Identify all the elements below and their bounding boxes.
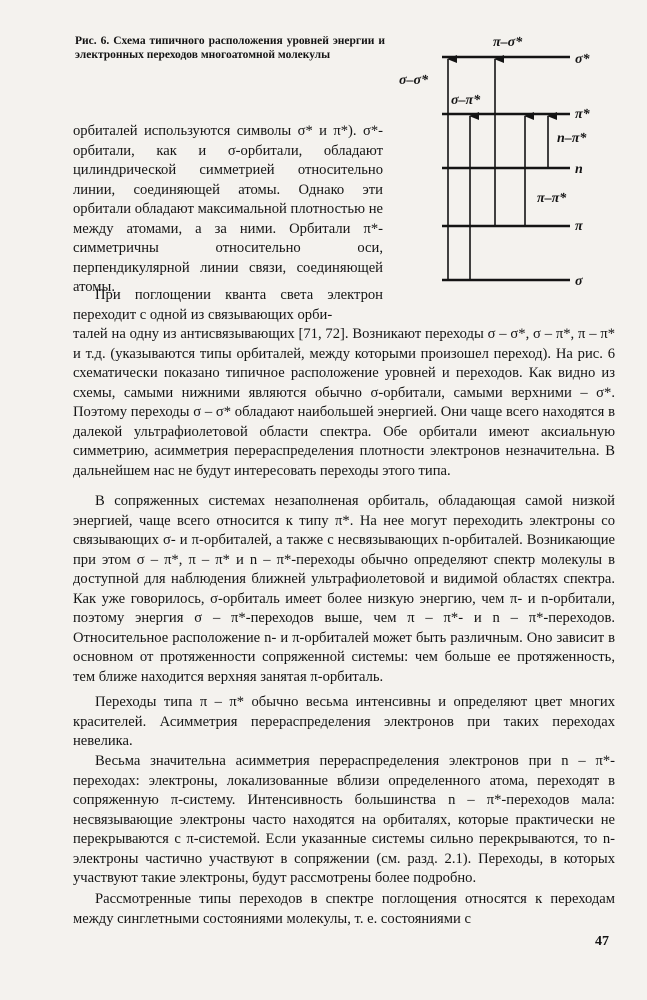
paragraph-n-pi-star: Весьма значительна асимметрия перераспределения электронов при n – π*-переходах: электроны, локализованные вблизи определенного атома, переходят в сопряженную π-систему. Интенсивность большинства n – π*-переходов мала: несвязывающие электроны часто находятся на орбиталях, которые практически не перекрываются с π-системой. Если указанные системы сильно перекрываются, то n-электроны частично участвуют в сопряжении (см. разд. 2.1). Переходы, в которых участвуют такие электроны, будут рассмотрены более подробно. bbox=[73, 753, 615, 886]
level-label-sigma-star: σ* bbox=[575, 52, 590, 67]
paragraph-singlet-states: Рассмотренные типы переходов в спектре поглощения относятся к переходам между синглетными состояниями молекулы, т. е. состояниями с bbox=[73, 891, 615, 927]
paragraph-pi-pi-star: Переходы типа π – π* обычно весьма интенсивны и определяют цвет многих красителей. Асимметрия перераспределения электронов при таких переходах невелика. bbox=[73, 694, 615, 749]
paragraph-transition-types: талей на одну из антисвязывающих [71, 72]. Возникают переходы σ – σ*, σ – π*, π – π* и т.д. (указываются типы орбиталей, между которыми произошел переход). На рис. 6 схематически показано типичное расположение уровней и переходов. Как видно из схемы, самыми нижними являются обычно σ-орбитали, самыми верхними – σ*. Поэтому переходы σ – σ* обладают наибольшей энергией. Они чаще всего находятся в далекой ультрафиолетовой области спектра. Обе орбитали имеют аксиальную симметрию, асимметрия перераспределения плотности электронов незначительна. В дальнейшем нас не будут интересовать переходы этого типа. bbox=[73, 326, 615, 479]
transition-label-sigma-pi-star: σ–π* bbox=[451, 93, 481, 108]
energy-level-diagram bbox=[385, 30, 615, 290]
level-label-pi-star: π* bbox=[575, 107, 590, 122]
transition-label-n-pi-star: n–π* bbox=[557, 131, 587, 146]
transition-label-pi-pi-star: π–π* bbox=[537, 191, 567, 206]
paragraph-orbital-symmetry: орбиталей используются символы σ* и π*). σ*-орбитали, как и σ-орбитали, обладают цилиндрической симметрией относительно линии, соединяющей атомы. Однако эти орбитали обладают максимальной плотностью не между атомами, а за ними. Орбитали π*-симметричны относительно оси, перпендикулярной линии связи, соединяющей атомы. bbox=[73, 123, 383, 295]
level-label-pi: π bbox=[575, 219, 583, 234]
page-number: 47 bbox=[595, 934, 609, 949]
transition-label-sigma-sigma-star: σ–σ* bbox=[399, 73, 429, 88]
paragraph-light-absorption-start: При поглощении кванта света электрон переходит с одной из связывающих орби- bbox=[73, 287, 383, 323]
transition-label-pi-sigma-star: π–σ* bbox=[493, 35, 523, 50]
level-label-n: n bbox=[575, 162, 583, 177]
paragraph-conjugated-systems: В сопряженных системах незаполненая орбиталь, обладающая самой низкой энергией, чаще всего относится к типу π*. На нее могут переходить электроны со связывающих σ- и π-орбиталей, а также с несвязывающих n-орбиталей. Возникающие при этом σ – π*, π – π* и n – π*-переходы обычно определяют спектр молекулы в доступной для наблюдения ближней ультрафиолетовой и видимой областях спектра. Как уже говорилось, σ-орбиталь имеет более низкую энергию, чем π- и n-орбитали, поэтому энергия σ – π*-переходов выше, чем π – π*- и n – π*-переходов. Относительное расположение n- и π-орбиталей может быть различным. Оно зависит в основном от протяженности сопряженной системы: чем больше ее протяженность, тем ближе находится верхняя занятая π-орбиталь. bbox=[73, 493, 615, 685]
level-label-sigma: σ bbox=[575, 274, 583, 289]
figure-caption: Рис. 6. Схема типичного расположения уровней энергии и электронных переходов многоатомной молекулы bbox=[75, 35, 385, 61]
